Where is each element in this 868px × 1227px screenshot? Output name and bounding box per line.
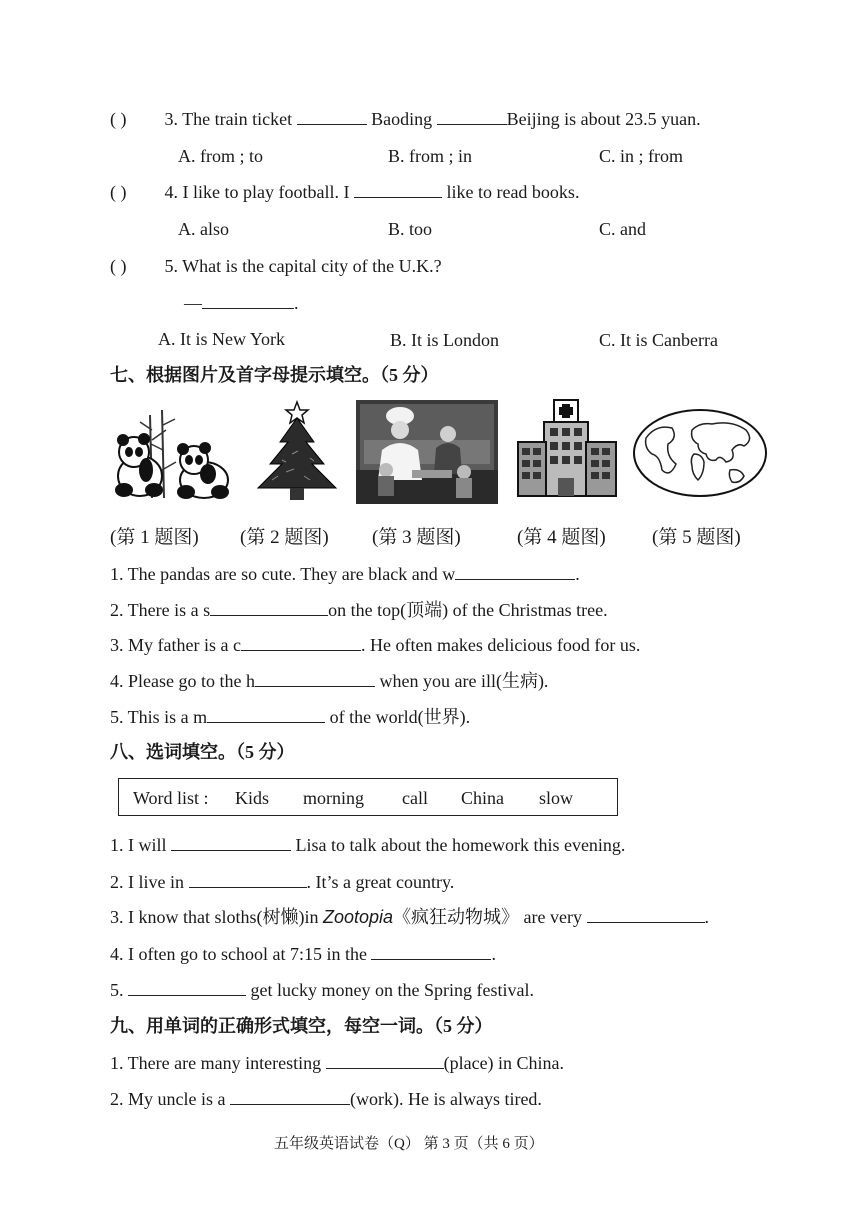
caption-1: (第 1 题图) [110, 527, 199, 548]
sec7-item-3 [110, 634, 640, 656]
item-text: 5. This is a m [110, 707, 208, 727]
item-text: . [704, 907, 710, 927]
answer-paren[interactable]: ( ) [110, 109, 127, 129]
option-b[interactable]: B. It is London [390, 330, 500, 350]
movie-title: Zootopia [323, 907, 394, 927]
option-a[interactable]: A. It is New York [158, 329, 286, 349]
sec8-item-2 [110, 871, 454, 893]
blank[interactable] [230, 1088, 350, 1105]
item-text: 3. My father is a c [110, 635, 241, 655]
blank[interactable] [437, 108, 507, 125]
question-5 [110, 255, 442, 277]
option-c[interactable]: C. It is Canberra [599, 330, 718, 350]
christmas-tree-picture [252, 400, 342, 502]
blank[interactable] [171, 834, 291, 851]
option-c[interactable]: C. and [599, 219, 646, 239]
item-text: 4. I often go to school at 7:15 in the [110, 944, 367, 964]
caption-2: (第 2 题图) [240, 527, 329, 548]
sec7-item-5 [110, 706, 470, 728]
blank[interactable] [326, 1052, 444, 1069]
word-morning[interactable]: morning [303, 788, 364, 808]
item-text: . He often makes delicious food for us. [360, 635, 641, 655]
chef-picture [356, 400, 498, 504]
question-text: Baoding [371, 109, 433, 129]
world-map-picture [632, 408, 768, 498]
blank[interactable] [189, 871, 307, 888]
sec7-item-2 [110, 599, 608, 621]
pandas-picture [112, 410, 234, 500]
word-list-box [118, 778, 618, 816]
section-8-heading: 八、选词填空。（5 分） [110, 742, 295, 762]
blank[interactable] [587, 906, 705, 923]
sec8-item-5 [110, 979, 534, 1001]
word-call[interactable]: call [402, 788, 428, 808]
sec9-item-2 [110, 1088, 542, 1110]
answer-line: — . [184, 293, 299, 313]
blank[interactable] [255, 670, 375, 687]
item-text: Lisa to talk about the homework this evening. [295, 835, 626, 855]
item-text: 5. [110, 980, 124, 1000]
item-text: on the top(顶端) of the Christmas tree. [328, 600, 608, 620]
word-list-label: Word list : [133, 788, 209, 808]
option-a[interactable]: A. from ; to [178, 146, 263, 166]
item-text: 1. I will [110, 835, 167, 855]
item-text: of the world(世界). [329, 707, 471, 727]
item-text: . [491, 944, 496, 964]
question-text: 5. What is the capital city of the U.K.? [164, 256, 442, 276]
blank[interactable] [202, 292, 294, 309]
item-text: 1. The pandas are so cute. They are black and w [110, 564, 456, 584]
caption-4: (第 4 题图) [517, 527, 606, 548]
blank[interactable] [128, 979, 246, 996]
question-4 [110, 181, 579, 203]
item-text: 3. I know that sloths(树懒)in [110, 907, 319, 927]
blank[interactable] [207, 706, 325, 723]
item-text: 2. There is a s [110, 600, 211, 620]
question-text: 4. I like to play football. I [164, 182, 350, 202]
word-slow[interactable]: slow [539, 788, 574, 808]
item-text: 《疯狂动物城》 are very [393, 907, 583, 927]
item-text: 2. I live in [110, 872, 184, 892]
dash: — [184, 293, 202, 313]
sec8-item-3 [110, 906, 709, 928]
question-text: 3. The train ticket [164, 109, 293, 129]
blank[interactable] [455, 563, 575, 580]
option-b[interactable]: B. too [388, 219, 433, 239]
section-9-heading: 九、用单词的正确形式填空，每空一词。（5 分） [110, 1016, 493, 1036]
hospital-picture [514, 396, 620, 500]
word-china[interactable]: China [461, 788, 504, 808]
sec7-item-1 [110, 563, 580, 585]
blank[interactable] [210, 599, 328, 616]
sec8-item-1 [110, 834, 625, 856]
answer-paren[interactable]: ( ) [110, 182, 127, 202]
item-text: (work). He is always tired. [349, 1089, 542, 1109]
option-c[interactable]: C. in ; from [599, 146, 683, 166]
blank[interactable] [297, 108, 367, 125]
item-text: . [575, 564, 580, 584]
blank[interactable] [241, 634, 361, 651]
item-text: (place) in China. [443, 1053, 565, 1073]
item-text: get lucky money on the Spring festival. [250, 980, 534, 1000]
page-footer: 五年级英语试卷（Q） 第 3 页（共 6 页） [274, 1136, 544, 1152]
item-text: 4. Please go to the h [110, 671, 255, 691]
blank[interactable] [354, 181, 442, 198]
sec8-item-4 [110, 943, 496, 965]
word-kids[interactable]: Kids [235, 788, 270, 808]
sec9-item-1 [110, 1052, 564, 1074]
section-7-heading: 七、根据图片及首字母提示填空。（5 分） [110, 365, 439, 385]
option-b[interactable]: B. from ; in [388, 146, 472, 166]
option-a[interactable]: A. also [178, 219, 229, 239]
item-text: . It’s a great country. [306, 872, 455, 892]
question-3 [110, 108, 701, 130]
caption-3: (第 3 题图) [372, 527, 461, 548]
question-text: Beijing is about 23.5 yuan. [506, 109, 701, 129]
caption-5: (第 5 题图) [652, 527, 741, 548]
sec7-item-4 [110, 670, 548, 692]
blank[interactable] [371, 943, 491, 960]
question-text: like to read books. [446, 182, 580, 202]
item-text: when you are ill(生病). [379, 671, 549, 691]
answer-paren[interactable]: ( ) [110, 256, 127, 276]
item-text: 1. There are many interesting [110, 1053, 322, 1073]
item-text: 2. My uncle is a [110, 1089, 226, 1109]
